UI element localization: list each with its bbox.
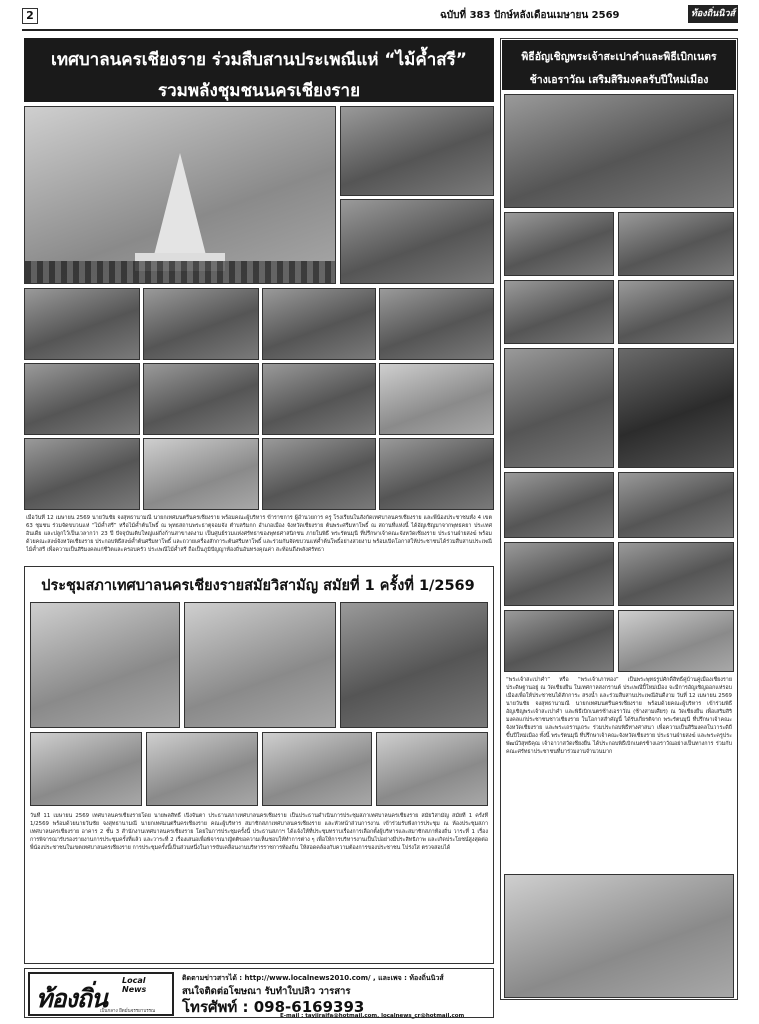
footer-logo [28, 972, 174, 1016]
photo-right-8 [618, 542, 734, 606]
issue-label: ฉบับที่ 383 ปักษ์หลังเดือนเมษายน 2569 [440, 10, 620, 21]
photo-grid-1 [24, 288, 140, 360]
photo-stupa-ceremony [24, 106, 336, 284]
photo-right-3 [504, 280, 614, 344]
photo-grid-10 [143, 438, 259, 510]
footer-logo-tagline: เป็นกลาง ยึดมั่นจรรยาบรรณ [100, 1009, 156, 1014]
photo-grid-6 [143, 363, 259, 435]
photo-grid-11 [262, 438, 376, 510]
photo-monks-offering [340, 106, 494, 196]
photo-group-officials [340, 199, 494, 284]
photo-grid-12 [379, 438, 494, 510]
photo-right-5 [504, 472, 614, 538]
footer-website[interactable]: ติดตามข่าวสารได้ : http://www.localnews2010.com/ , และเพจ : ท้องถิ่นนิวส์ [182, 974, 444, 982]
photo-official-offering [618, 348, 734, 468]
photo-meeting-5 [262, 732, 372, 806]
meeting-story-title: ประชุมสภาเทศบาลนครเชียงรายสมัยวิสามัญ สมัยที่ 1 ครั้งที่ 1/2569 [41, 578, 475, 594]
main-story-title-line2: รวมพลังชุมชนนครเชียงราย [157, 81, 361, 101]
photo-right-7 [504, 542, 614, 606]
header-logo: ท้องถิ่นนิวส์ [688, 5, 738, 23]
main-story-title-line1: เทศบาลนครเชียงราย ร่วมสืบสานประเพณีแห่ “ไม้ค้ำสรี” [51, 50, 467, 70]
footer-phone: โทรศัพท์ : 098-6169393 [182, 998, 365, 1016]
page-number: 2 [22, 8, 38, 24]
footer-ad-text: สนใจติดต่อโฆษณา รับทำใบปลิว วารสาร [182, 986, 351, 997]
crowd-shape [25, 261, 335, 283]
photo-grid-3 [262, 288, 376, 360]
main-story-body: เมื่อวันที่ 12 เมษายน 2569 นายวันชัย จงสุทธานามณี นายกเทศมนตรีนครเชียงราย พร้อมคณะผู้บริหาร ข้าราชการ ผู้อำนวยการ ครู โรงเรียนในสังกัดเทศบาลนครเชียงราย และพี่น้องประชาชนทั้ง 4 เขต 63 ชุมชน ร่วมจัดขบวนแห่ “ไม้ค้ำสรี” หรือไม้ค้ำต้นโพธิ์ ณ พุทธสถานพระธาตุจอมจัง ตำบลริมกก อำเภอเมือง จังหวัดเชียงราย ต้นพระศรีมหาโพธิ์ ณ สถานที่แห่งนี้ ได้อัญเชิญมาจากพุทธคยา ประเทศอินเดีย และปลูกไว้เป็นเวลากว่า 23 ปี ปัจจุบันเติบใหญ่แผ่กิ่งก้านสาขางดงาม เป็นศูนย์รวมแห่งศรัทธาของพุทธศาสนิกชน ภายในพิธี พระรัตนมุนี ที่ปรึกษาเจ้าคณะจังหวัดเชียงราย ประธานฝ่ายสงฆ์ พร้อมด้วยคณะสงฆ์จังหวัดเชียงราย ประกอบพิธีสงฆ์ค้ำต้นศรีมหาโพธิ์ และถวายเครื่องสักการะต้นศรีมหาโพธิ์ และร่วมกันจัดขบวนแห่ค้ำต้นโพธิ์อย่างสวยงาม พร้อมเปิดโอกาสให้ประชาชนได้ร่วมสืบสานประเพณีไม้ค้ำสรี เพื่อความเป็นสิริมงคลแก่ชีวิตและครอบครัว ประเพณีไม้ค้ำสรี ถือเป็นภูมิปัญญาท้องถิ่นอันทรงคุณค่า สะท้อนถึงพลังศรัทธา [26, 515, 492, 553]
photo-meeting-1 [30, 602, 180, 728]
photo-right-10 [618, 610, 734, 672]
footer-email[interactable]: E-mail : tayjiraifa@hotmail.com, localnews_cr@hotmail.com [280, 1013, 465, 1019]
photo-right-9 [504, 610, 614, 672]
photo-right-2 [618, 212, 734, 276]
photo-grid-7 [262, 363, 376, 435]
photo-meeting-2 [184, 602, 336, 728]
photo-right-6 [618, 472, 734, 538]
main-story-title [24, 38, 494, 102]
right-story-body: “พระเจ้าสะเปาคำ” หรือ “พระเจ้าเภาทอง” เป็นพระพุทธรูปศักดิ์สิทธิ์คู่บ้านคู่เมืองเชียงราย ประดิษฐานอยู่ ณ วัดเชียงยืน ในเทศกาลสงกรานต์ ประเพณีปี๋ใหม่เมือง จะมีการอัญเชิญออกแห่รอบเมืองเพื่อให้ประชาชนได้สักการะ สรงน้ำ และร่วมสืบสานประเพณีอันดีงาม วันที่ 12 เมษายน 2569 นายวันชัย จงสุทธานามณี นายกเทศมนตรีนครเชียงราย พร้อมด้วยคณะผู้บริหาร เข้าร่วมพิธีอัญเชิญพระเจ้าสะเปาคำ และพิธีเบิกเนตรช้างเอราวัณ (ช้างสามเศียร) ณ วัดเชียงยืน เพื่อเสริมสิริมงคลแก่ประชาชนชาวเชียงราย ในโอกาสสำคัญนี้ ได้รับเกียรติจาก พระรัตนมุนี ที่ปรึกษาเจ้าคณะจังหวัดเชียงราย และพระเถรานุเถระ ร่วมประกอบพิธีทางศาสนา เพื่อความเป็นสิริมงคลในวาระดิถีขึ้นปีใหม่เมือง ทั้งนี้ พระรัตนมุนี ที่ปรึกษาเจ้าคณะจังหวัดเชียงราย ประธานฝ่ายสงฆ์ และพระครูประพัฒน์วิสุทธิคุณ เจ้าอาวาสวัดเชียงยืน ได้ประกอบพิธีเบิกเนตรช้างเอราวัณอย่างเป็นทางการ ร่วมกับคณะศรัทธาประชาชนที่มาร่วมงานจำนวนมาก [506, 677, 732, 755]
photo-erawan-elephant [504, 874, 734, 998]
right-story-title-line1: พิธีอัญเชิญพระเจ้าสะเปาคำและพิธีเบิกเนตร [521, 51, 717, 63]
meeting-story-body: วันที่ 11 เมษายน 2569 เทศบาลนครเชียงรายโดย นายพลสิทธิ์ เปิงจันตา ประธานสภาเทศบาลนครเชียงราย เป็นประธานดำเนินการประชุมสภาเทศบาลนครเชียงราย สมัยวิสามัญ สมัยที่ 1 ครั้งที่ 1/2569 พร้อมด้วยนายวันชัย จงสุทธานามณี นายกเทศมนตรีนครเชียงราย คณะผู้บริหาร สมาชิกสภาเทศบาลนครเชียงราย และหัวหน้าส่วนการงาน เข้าร่วมรับฟังการประชุม ณ ห้องประชุมสภาเทศบาลนครเชียงราย อาคาร 2 ชั้น 3 สำนักงานเทศบาลนครเชียงราย โดยในการประชุมครั้งนี้ ประธานสภาฯ ได้แจ้งให้ที่ประชุมทราบเรื่องการเลือกตั้งผู้บริหารและสมาชิกสภาท้องถิ่น วาระที่ 1 เรื่องการพิจารณารับรองรายงานการประชุมครั้งที่แล้ว และวาระที่ 2 เรื่องเสนอเพื่อพิจารณาญัตติขอความเห็นชอบให้ทำการต่าง ๆ เพื่อให้การบริหารงานเป็นไปอย่างมีประสิทธิภาพ และเกิดประโยชน์สูงสุดต่อพี่น้องประชาชนในเขตเทศบาลนครเชียงราย การประชุมครั้งนี้เป็นส่วนหนึ่งในการขับเคลื่อนงานบริหารราชการท้องถิ่น ให้สอดคล้องกับความต้องการของประชาชน โปร่งใส ตรวจสอบได้ [30, 813, 488, 851]
photo-grid-4 [379, 288, 494, 360]
footer-logo-main: ท้องถิ่น [36, 984, 107, 1013]
header-rule [22, 29, 738, 31]
photo-meeting-3 [30, 732, 142, 806]
right-story-title [502, 40, 736, 90]
photo-buddha-shrine [504, 348, 614, 468]
photo-temple-gate [504, 94, 734, 208]
photo-meeting-6 [376, 732, 488, 806]
photo-meeting-4 [146, 732, 258, 806]
photo-right-4 [618, 280, 734, 344]
footer-logo-sub: Local News [122, 976, 147, 994]
photo-grid-5 [24, 363, 140, 435]
right-story-title-line2: ช้างเอราวัณ เสริมสิริมงคลรับปีใหม่เมือง [529, 74, 709, 86]
photo-grid-2 [143, 288, 259, 360]
photo-right-1 [504, 212, 614, 276]
photo-grid-8 [379, 363, 494, 435]
photo-grid-9 [24, 438, 140, 510]
stupa-shape [152, 153, 208, 263]
photo-meeting-chair [340, 602, 488, 728]
